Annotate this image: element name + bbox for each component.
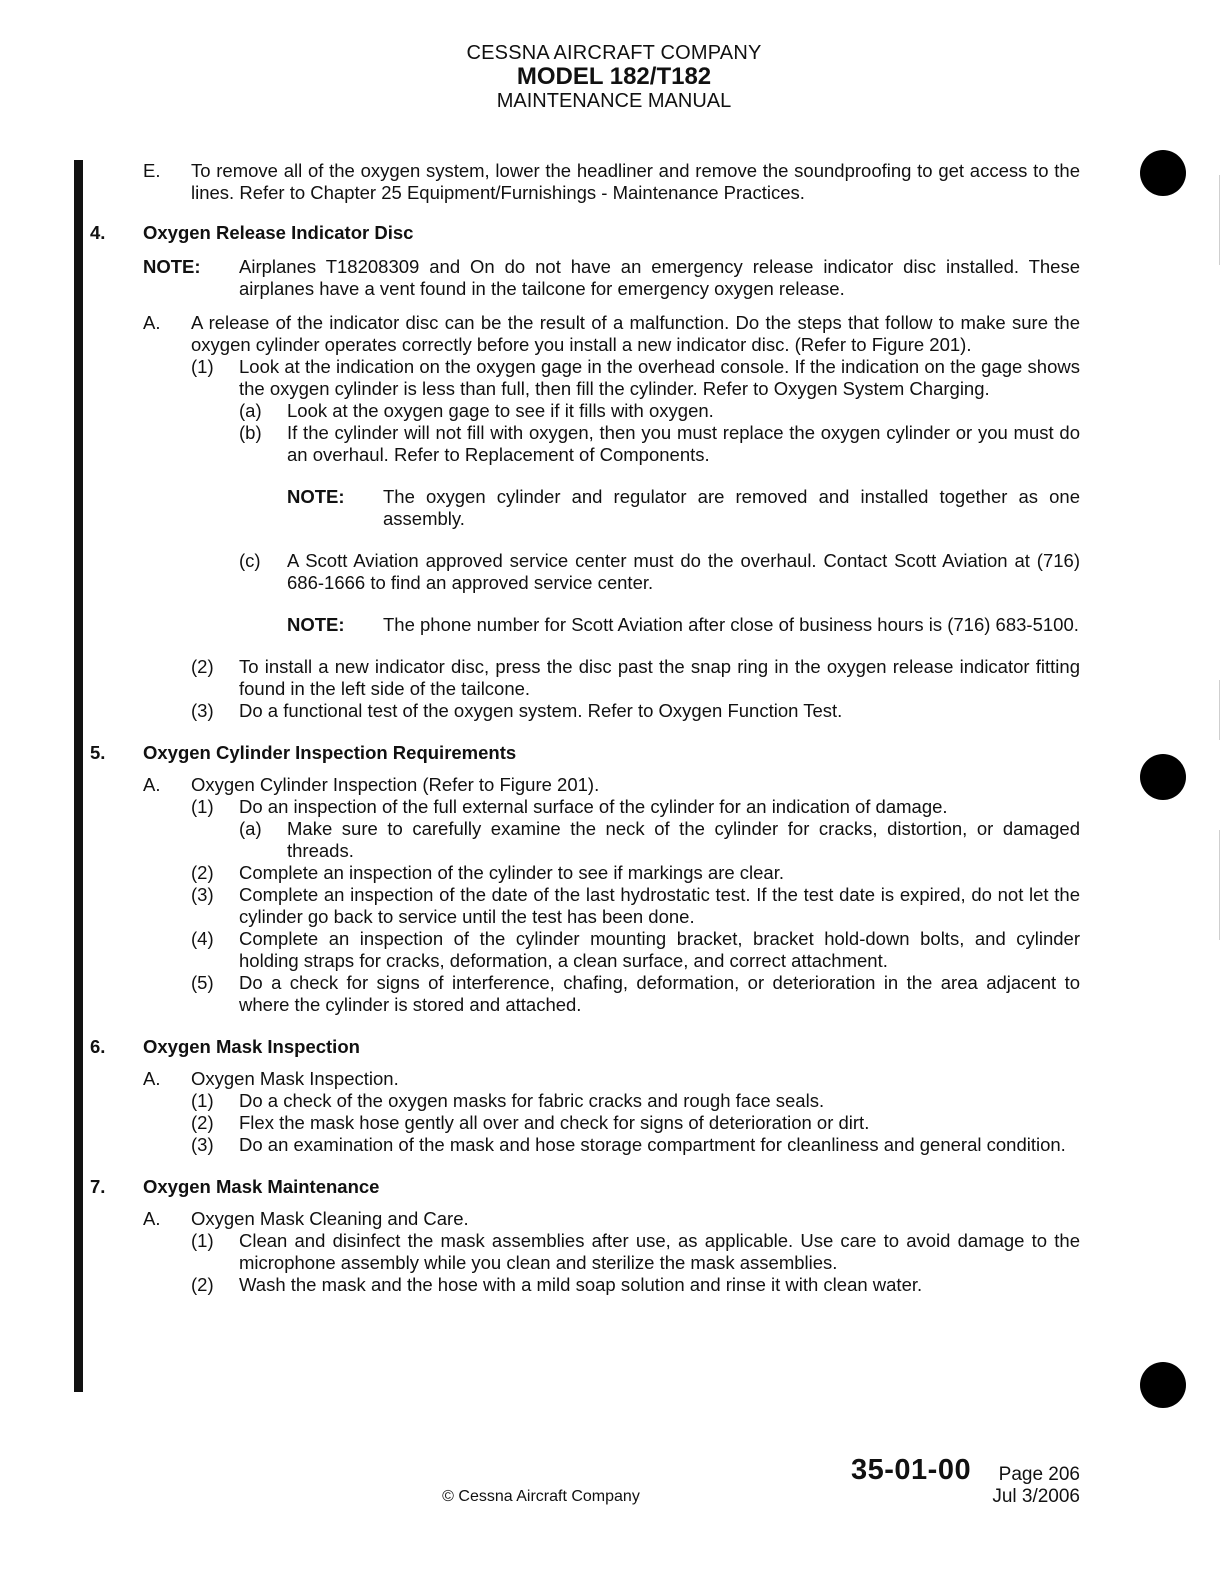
step (143, 312, 1080, 356)
step (191, 972, 1080, 1016)
step-text: Wash the mask and the hose with a mild soap solution and rinse it with clean water. (239, 1274, 923, 1295)
step-text: Oxygen Cylinder Inspection (Refer to Figure 201). (191, 774, 600, 795)
step-text: Do an inspection of the full external surface of the cylinder for an indication of damage. (239, 796, 948, 817)
step (143, 1068, 1080, 1090)
note-label: NOTE: (287, 486, 345, 507)
note-label: NOTE: (287, 614, 345, 635)
substep (239, 422, 1080, 466)
step (191, 884, 1080, 928)
step-label: A. (143, 312, 161, 333)
substep (239, 550, 1080, 594)
section-title: Oxygen Mask Inspection (143, 1036, 360, 1057)
substep-text: Make sure to carefully examine the neck of the cylinder for cracks, distortion, or damaged threads. (287, 818, 1080, 861)
step-text: Oxygen Mask Inspection. (191, 1068, 399, 1089)
section-heading (90, 222, 1080, 244)
step-text: Flex the mask hose gently all over and check for signs of deterioration or dirt. (239, 1112, 870, 1133)
step-label: A. (143, 1208, 161, 1229)
step-text: Do a functional test of the oxygen system. Refer to Oxygen Function Test. (239, 700, 843, 721)
step (191, 700, 1080, 722)
note (287, 486, 1080, 530)
step (191, 1230, 1080, 1274)
substep-text: Look at the oxygen gage to see if it fills with oxygen. (287, 400, 714, 421)
substep (239, 400, 1080, 422)
step-text: Complete an inspection of the date of the last hydrostatic test. If the test date is expired, do not let the cylinder go back to service until the test has been done. (239, 884, 1080, 927)
step (191, 1134, 1080, 1156)
step-label: (1) (191, 1230, 214, 1251)
manual-title: MAINTENANCE MANUAL (496, 90, 732, 112)
step (191, 356, 1080, 400)
section-title: Oxygen Mask Maintenance (143, 1176, 380, 1197)
step-label: (3) (191, 700, 214, 721)
section-number: 4. (90, 222, 106, 243)
step-text: Complete an inspection of the cylinder to see if markings are clear. (239, 862, 785, 883)
substep-label: (b) (239, 422, 262, 443)
section-number: 5. (90, 742, 106, 763)
substep-label: (a) (239, 818, 262, 839)
binder-hole (1140, 1362, 1186, 1408)
substep (239, 818, 1080, 862)
step-text: Clean and disinfect the mask assemblies after use, as applicable. Use care to avoid damage to the microphone assembly while you clean and sterilize the mask assemblies. (239, 1230, 1080, 1273)
document-body (90, 160, 1080, 1296)
note-label: NOTE: (143, 256, 201, 277)
step-label: (2) (191, 1112, 214, 1133)
step-label: (4) (191, 928, 214, 949)
step-text: A release of the indicator disc can be the result of a malfunction. Do the steps that follow to make sure the oxygen cylinder operates correctly before you install a new indicator disc. (Refer to Figure 201). (191, 312, 1080, 355)
step-label: (2) (191, 1274, 214, 1295)
section-number: 6. (90, 1036, 106, 1057)
step-text: To remove all of the oxygen system, lower the headliner and remove the soundproofing to get access to the lines. Refer to Chapter 25 Equipment/Furnishings - Maintenance Practices. (191, 160, 1080, 203)
step-label: (3) (191, 1134, 214, 1155)
step-label: (5) (191, 972, 214, 993)
step (191, 796, 1080, 818)
step (191, 656, 1080, 700)
step-label: (3) (191, 884, 214, 905)
note-text: The oxygen cylinder and regulator are removed and installed together as one assembly. (383, 486, 1080, 529)
binder-hole (1140, 150, 1186, 196)
section-heading (90, 1036, 1080, 1058)
step-label: A. (143, 1068, 161, 1089)
step (191, 1112, 1080, 1134)
copyright: © Cessna Aircraft Company (442, 1488, 640, 1505)
step-label: (1) (191, 1090, 214, 1111)
section-number: 7. (90, 1176, 106, 1197)
step-label: (1) (191, 796, 214, 817)
page-edge-mark (1219, 175, 1220, 265)
step (191, 862, 1080, 884)
document-code: 35-01-00 (851, 1454, 972, 1486)
page-number: Page 206 (998, 1464, 1080, 1485)
note (287, 614, 1080, 636)
revision-date: Jul 3/2006 (992, 1486, 1080, 1507)
note-text: Airplanes T18208309 and On do not have an emergency release indicator disc installed. These airplanes have a vent found in the tailcone for emergency oxygen release. (239, 256, 1080, 299)
page-edge-mark (1219, 680, 1220, 740)
substep-text: If the cylinder will not fill with oxygen, then you must replace the oxygen cylinder or you must do an overhaul. Refer to Replacement of Components. (287, 422, 1080, 465)
step (191, 1090, 1080, 1112)
binder-hole (1140, 754, 1186, 800)
step-label: (2) (191, 862, 214, 883)
step-label: (2) (191, 656, 214, 677)
section-heading (90, 742, 1080, 764)
page-header (0, 42, 1228, 112)
note (143, 256, 1080, 300)
note-text: The phone number for Scott Aviation after close of business hours is (716) 683-5100. (383, 614, 1079, 635)
step-text: Complete an inspection of the cylinder mounting bracket, bracket hold-down bolts, and cylinder holding straps for cracks, deformation, a clean surface, and correct attachment. (239, 928, 1080, 971)
step-text: Do a check for signs of interference, chafing, deformation, or deterioration in the area adjacent to where the cylinder is stored and attached. (239, 972, 1080, 1015)
step-text: Do an examination of the mask and hose storage compartment for cleanliness and general condition. (239, 1134, 1066, 1155)
substep-label: (c) (239, 550, 261, 571)
step-label: (1) (191, 356, 214, 377)
step (191, 928, 1080, 972)
step-text: To install a new indicator disc, press the disc past the snap ring in the oxygen release indicator fitting found in the left side of the tailcone. (239, 656, 1080, 699)
step-text: Do a check of the oxygen masks for fabric cracks and rough face seals. (239, 1090, 825, 1111)
step (143, 774, 1080, 796)
substep-text: A Scott Aviation approved service center must do the overhaul. Contact Scott Aviation at (716) 686-1666 to find an approved service center. (287, 550, 1080, 593)
step (143, 1208, 1080, 1230)
step-text: Oxygen Mask Cleaning and Care. (191, 1208, 469, 1229)
step (191, 1274, 1080, 1296)
substep-label: (a) (239, 400, 262, 421)
section-title: Oxygen Cylinder Inspection Requirements (143, 742, 517, 763)
company-name: CESSNA AIRCRAFT COMPANY (466, 42, 762, 64)
step-text: Look at the indication on the oxygen gage in the overhead console. If the indication on the gage shows the oxygen cylinder is less than full, then fill the cylinder. Refer to Oxygen System Charging. (239, 356, 1080, 399)
section-title: Oxygen Release Indicator Disc (143, 222, 414, 243)
step-label: E. (143, 160, 161, 181)
model-title: MODEL 182/T182 (516, 63, 712, 90)
revision-change-bar (74, 160, 83, 1392)
step-label: A. (143, 774, 161, 795)
intro-step (143, 160, 1080, 204)
page-edge-mark (1219, 830, 1220, 940)
section-heading (90, 1176, 1080, 1198)
